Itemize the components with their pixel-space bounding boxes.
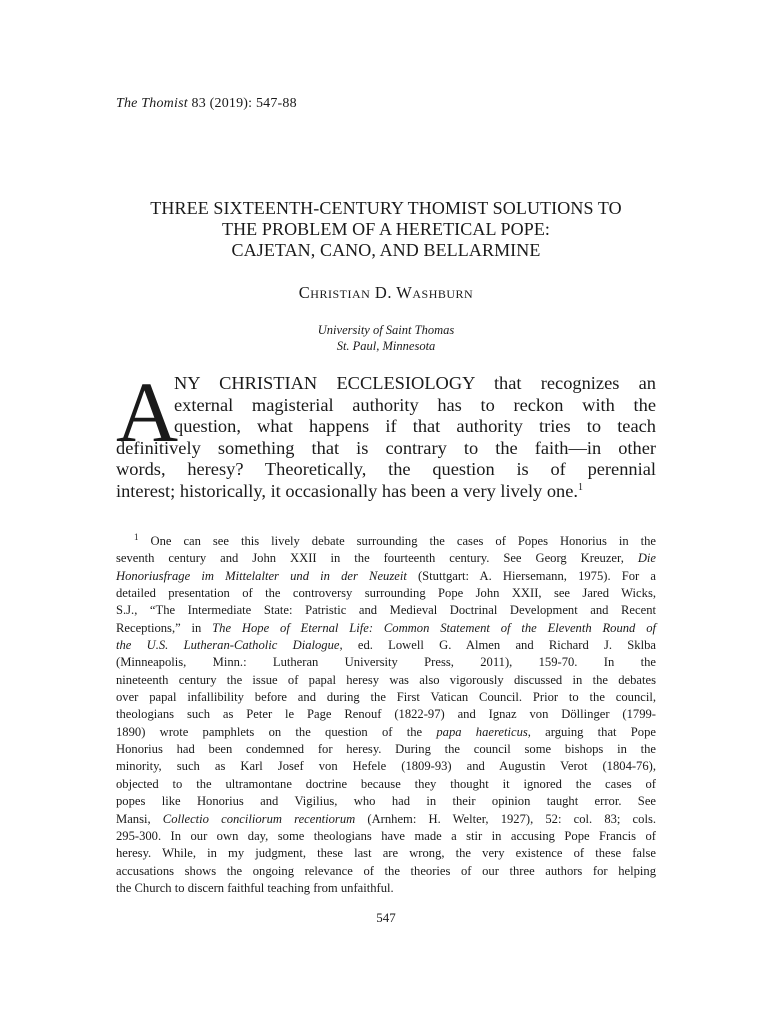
footnote-line — [116, 637, 656, 654]
footnote-italic-text: The Hope of Eternal Life: Common Statement of the Eleventh Round of — [212, 620, 656, 635]
body-line-1: NY CHRISTIAN ECCLESIOLOGY that recognizes an — [174, 373, 656, 393]
body-line-5: words, heresy? Theoretically, the question is of perennial — [116, 459, 656, 479]
footnote-line: over papal infallibility before and during the First Vatican Council. Prior to the council, — [116, 690, 656, 705]
footnote-line: accusations shows the ongoing relevance of the theories of our three authors for helping — [116, 863, 656, 878]
body-line-3: question, what happens if that authority tries to teach — [174, 416, 656, 436]
footnote-line: (Minneapolis, Minn.: Lutheran University Press, 2011), 159-70. In the — [116, 655, 656, 670]
author-affiliation — [116, 322, 656, 354]
footnote-line — [116, 724, 656, 741]
footnote-line: S.J., “The Intermediate State: Patristic and Medieval Doctrinal Development and Recent — [116, 603, 656, 618]
footnote-italic-text: Collectio conciliorum recentiorum — [162, 811, 356, 826]
footnote-1 — [116, 533, 656, 897]
affiliation-location: St. Paul, Minnesota — [336, 339, 436, 353]
body-line-6 — [116, 481, 656, 503]
footnote-text: (Stuttgart: A. Hiersemann, 1975). For a — [406, 568, 657, 583]
title-line-2: THE PROBLEM OF A HERETICAL POPE: — [221, 219, 551, 239]
footnote-line: nineteenth century the issue of papal heresy was also vigorously discussed in the debates — [116, 672, 656, 687]
footnote-text: , arguing that Pope — [527, 724, 656, 739]
footnote-number: 1 — [134, 531, 139, 542]
body-line-2: external magisterial authority has to reckon with the — [174, 394, 656, 415]
opening-paragraph — [116, 364, 656, 502]
journal-name: The Thomist — [116, 96, 188, 111]
footnote-line: popes like Honorius and Vigilius, who had in their opinion taught error. See — [116, 794, 656, 809]
footnote-reference[interactable]: 1 — [578, 481, 584, 493]
title-line-1: THREE SIXTEENTH-CENTURY THOMIST SOLUTIONS TO — [150, 198, 622, 218]
journal-citation — [116, 96, 297, 112]
footnote-italic-text: Honoriusfrage im Mittelalter und in der Neuzeit — [116, 568, 407, 583]
footnote-text: (Arnhem: H. Welter, 1927), 52: col. 83; cols. — [355, 811, 656, 826]
footnote-line: 295-300. In our own day, some theologians have made a stir in accusing Pope Francis of — [116, 828, 656, 843]
citation-details: 83 (2019): 547-88 — [187, 96, 297, 111]
footnote-line: detailed presentation of the controversy surrounding Pope John XXII, see Jared Wicks, — [116, 586, 656, 601]
footnote-line — [116, 568, 656, 585]
journal-page — [116, 0, 656, 1024]
footnote-line — [116, 620, 656, 637]
footnote-line: Honorius had been condemned for heresy. During the council some bishops in the — [116, 742, 656, 757]
footnote-text: One can see this lively debate surrounding the cases of Popes Honorius in the — [138, 534, 656, 548]
footnote-italic-text: papa haereticus — [436, 724, 528, 739]
footnote-text: Mansi, — [116, 811, 163, 826]
drop-cap: A — [116, 364, 179, 460]
affiliation-institution: University of Saint Thomas — [317, 323, 455, 337]
footnote-line — [116, 550, 656, 567]
footnote-text: Receptions,” in — [116, 620, 213, 635]
footnote-line: minority, such as Karl Josef von Hefele (1809-93) and Augustin Verot (1804-76), — [116, 759, 656, 774]
footnote-line — [116, 533, 656, 550]
footnote-text: seventh century and John XXII in the fourteenth century. See Georg Kreuzer, — [116, 551, 638, 566]
page-number: 547 — [376, 910, 396, 925]
footnote-text: ed. Lowell G. Almen and Richard J. Sklba — [342, 638, 656, 653]
body-line-4: definitively something that is contrary to the faith—in other — [116, 437, 656, 458]
title-line-3: CAJETAN, CANO, AND BELLARMINE — [231, 240, 541, 260]
footnote-line — [116, 811, 656, 828]
footnote-line: the Church to discern faithful teaching from unfaithful. — [116, 880, 394, 895]
footnote-text: 1890) wrote pamphlets on the question of the — [116, 724, 437, 739]
author-name: Christian D. Washburn — [298, 283, 474, 302]
footnote-line: heresy. While, in my judgment, these last are wrong, the very existence of these false — [116, 846, 656, 861]
footnote-italic-text: the U.S. Lutheran-Catholic Dialogue, — [116, 638, 343, 653]
footnote-line: theologians such as Peter le Page Renouf (1822-97) and Ignaz von Döllinger (1799- — [116, 707, 656, 722]
body-line-6-text: interest; historically, it occasionally has been a very lively one. — [116, 480, 579, 501]
footnote-line: objected to the ultramontane doctrine because they thought it ignored the cases of — [116, 776, 656, 791]
article-title — [116, 198, 656, 261]
footnote-italic-text: Die — [637, 551, 656, 566]
